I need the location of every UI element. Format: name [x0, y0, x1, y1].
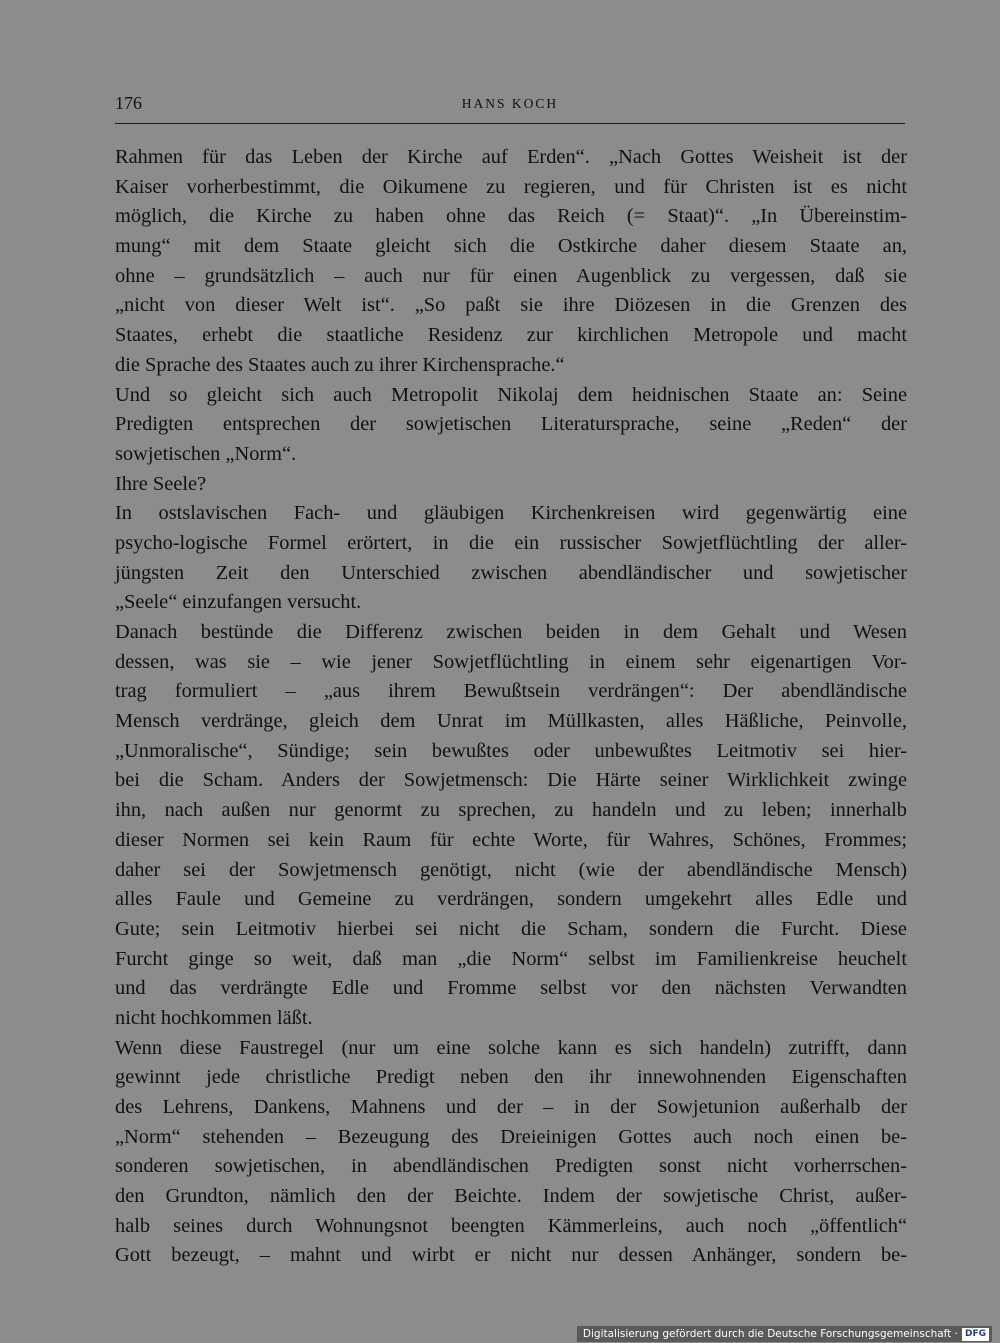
text-line: ihn, nach außen nur genormt zu sprechen, zu handeln und zu leben; innerhalb	[115, 799, 907, 822]
text-line: Gute; sein Leitmotiv hierbei sei nicht die Scham, sondern die Furcht. Diese	[115, 917, 907, 940]
text-line: des Lehrens, Dankens, Mahnens und der – in der Sowjetunion außerhalb der	[115, 1096, 907, 1118]
text-line: dieser Normen sei kein Raum für echte Worte, für Wahres, Schönes, Frommes;	[115, 828, 907, 851]
text-line: möglich, die Kirche zu haben ohne das Reich (= Staat)“. „In Übereinstim-	[115, 205, 907, 228]
text-line: psycho-logische Formel erörtert, in die ein russischer Sowjetflüchtling der aller-	[115, 531, 907, 554]
text-line: Gott bezeugt, – mahnt und wirbt er nicht nur dessen Anhänger, sondern be-	[115, 1244, 907, 1267]
text-line: Und so gleicht sich auch Metropolit Nikolaj dem heidnischen Staate an: Seine	[115, 383, 907, 406]
text-line: mung“ mit dem Staate gleicht sich die Ostkirche daher diesem Staate an,	[115, 235, 907, 258]
text-line: Staates, erhebt die staatliche Residenz zur kirchlichen Metropole und macht	[115, 324, 907, 347]
text-line: und das verdrängte Edle und Fromme selbst vor den nächsten Verwandten	[115, 977, 907, 1000]
text-line: Wenn diese Faustregel (nur um eine solche kann es sich handeln) zutrifft, dann	[115, 1036, 907, 1059]
text-line: „Unmoralische“, Sündige; sein bewußtes oder unbewußtes Leitmotiv sei hier-	[115, 739, 907, 762]
text-line: Mensch verdränge, gleich dem Unrat im Müllkasten, alles Häßliche, Peinvolle,	[115, 710, 907, 733]
page-number: 176	[115, 93, 142, 113]
text-line: „nicht von dieser Welt ist“. „So paßt sie ihre Diözesen in die Grenzen des	[115, 294, 907, 317]
text-line: gewinnt jede christliche Predigt neben den ihr innewohnenden Eigenschaften	[115, 1066, 907, 1089]
text-line: Ihre Seele?	[115, 472, 207, 495]
text-line: nicht hochkommen läßt.	[115, 1006, 313, 1029]
text-line: bei die Scham. Anders der Sowjetmensch: Die Härte seiner Wirklichkeit zwinge	[115, 769, 907, 792]
text-line: jüngsten Zeit den Unterschied zwischen abendländischer und sowjetischer	[115, 561, 907, 584]
text-line: alles Faule und Gemeine zu verdrängen, sondern umgekehrt alles Edle und	[115, 888, 907, 911]
digitization-credit	[577, 1326, 992, 1342]
text-line: Furcht ginge so weit, daß man „die Norm“ selbst im Familienkreise heuchelt	[115, 947, 907, 970]
text-line: „Norm“ stehenden – Bezeugung des Dreieinigen Gottes auch noch einen be-	[115, 1125, 907, 1148]
text-line: sonderen sowjetischen, in abendländischen Predigten sonst nicht vorherrschen-	[115, 1155, 907, 1178]
text-line: Danach bestünde die Differenz zwischen beiden in dem Gehalt und Wesen	[115, 621, 907, 643]
text-line: den Grundton, nämlich den der Beichte. Indem der sowjetische Christ, außer-	[115, 1185, 907, 1208]
text-line: Kaiser vorherbestimmt, die Oikumene zu regieren, und für Christen ist es nicht	[115, 175, 907, 198]
body-text	[115, 143, 907, 1271]
credit-text: Digitalisierung gefördert durch die Deutsche Forschungsgemeinschaft ·	[582, 1328, 958, 1340]
text-line: die Sprache des Staates auch zu ihrer Kirchensprache.“	[115, 353, 565, 376]
page-header	[115, 93, 905, 124]
running-head: HANS KOCH	[461, 96, 559, 111]
text-line: dessen, was sie – wie jener Sowjetflüchtling in einem sehr eigenartigen Vor-	[115, 650, 907, 673]
text-line: ohne – grundsätzlich – auch nur für einen Augenblick zu vergessen, daß sie	[115, 264, 907, 287]
text-line: trag formuliert – „aus ihrem Bewußtsein verdrängen“: Der abendländische	[115, 680, 907, 703]
dfg-logo: DFG	[962, 1328, 989, 1341]
text-line: sowjetischen „Norm“.	[115, 442, 297, 465]
text-line: In ostslavischen Fach- und gläubigen Kirchenkreisen wird gegenwärtig eine	[115, 502, 907, 525]
text-line: „Seele“ einzufangen versucht.	[115, 591, 362, 614]
text-line: daher sei der Sowjetmensch genötigt, nicht (wie der abendländische Mensch)	[115, 858, 907, 881]
text-line: halb seines durch Wohnungsnot beengten Kämmerleins, auch noch „öffentlich“	[115, 1214, 907, 1237]
text-line: Predigten entsprechen der sowjetischen Literatursprache, seine „Reden“ der	[115, 413, 907, 436]
text-line: Rahmen für das Leben der Kirche auf Erden“. „Nach Gottes Weisheit ist der	[115, 146, 907, 168]
